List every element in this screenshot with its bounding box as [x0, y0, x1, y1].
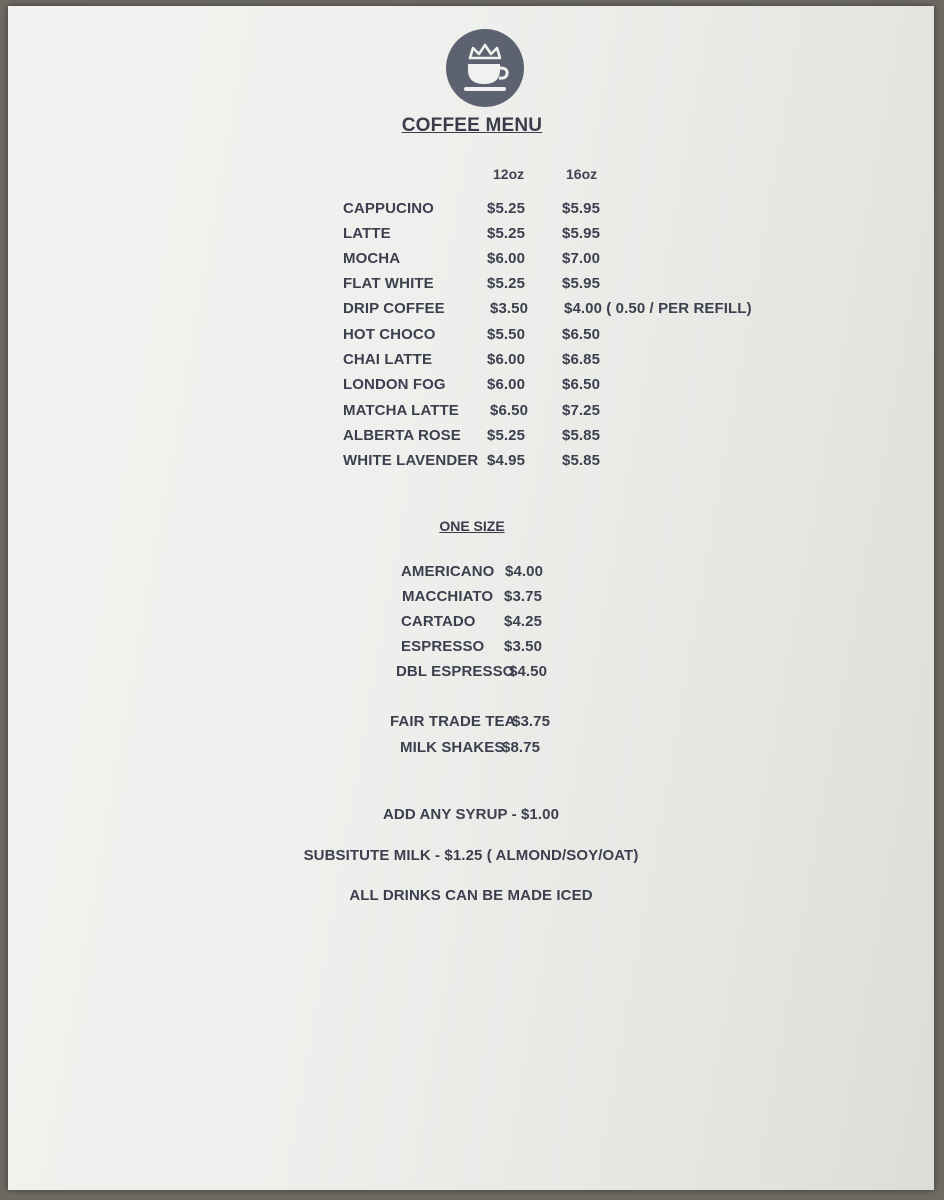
drink-name: MATCHA LATTE	[343, 402, 459, 419]
price-12oz: $6.00	[487, 351, 526, 368]
menu-row	[8, 275, 934, 295]
drink-name: CHAI LATTE	[343, 351, 433, 368]
drink-name: ALBERTA ROSE	[343, 427, 461, 444]
menu-row	[8, 427, 934, 447]
price-16oz: $6.50	[562, 326, 601, 343]
menu-sheet	[8, 6, 934, 1190]
drink-name: MOCHA	[343, 250, 401, 267]
item-price: $3.75	[512, 713, 551, 730]
price-12oz: $5.25	[487, 275, 526, 292]
item-name: CARTADO	[401, 613, 476, 630]
price-16oz: $5.95	[562, 200, 601, 217]
price-16oz: $5.95	[562, 275, 601, 292]
item-name: FAIR TRADE TEA	[390, 713, 516, 730]
menu-row	[8, 452, 934, 472]
price-12oz: $5.50	[487, 326, 526, 343]
drink-name: LONDON FOG	[343, 376, 446, 393]
item-price: $4.25	[504, 613, 543, 630]
item-price: $8.75	[502, 739, 541, 756]
item-price: $4.00	[505, 563, 544, 580]
price-12oz: $5.25	[487, 200, 526, 217]
crown-cup-icon	[445, 28, 525, 108]
price-16oz: $5.85	[562, 427, 601, 444]
item-price: $4.50	[509, 663, 548, 680]
menu-row	[8, 402, 934, 422]
item-name: AMERICANO	[401, 563, 495, 580]
item-price: $3.75	[504, 588, 543, 605]
substitute-milk-note: SUBSITUTE MILK - $1.25 ( ALMOND/SOY/OAT)	[303, 847, 639, 864]
menu-row	[8, 300, 934, 320]
menu-row	[8, 200, 934, 220]
price-16oz: $4.00 ( 0.50 / PER REFILL)	[564, 300, 752, 317]
price-16oz: $6.50	[562, 376, 601, 393]
price-16oz: $7.25	[562, 402, 601, 419]
price-16oz: $5.95	[562, 225, 601, 242]
drink-name: LATTE	[343, 225, 391, 242]
drink-name: CAPPUCINO	[343, 200, 434, 217]
one-size-heading: ONE SIZE	[439, 518, 505, 534]
price-12oz: $4.95	[487, 452, 526, 469]
drink-name: HOT CHOCO	[343, 326, 436, 343]
price-16oz: $6.85	[562, 351, 601, 368]
menu-row	[8, 250, 934, 270]
menu-row	[8, 326, 934, 346]
price-12oz: $6.00	[487, 250, 526, 267]
price-16oz: $7.00	[562, 250, 601, 267]
menu-row	[8, 351, 934, 371]
syrup-note: ADD ANY SYRUP - $1.00	[382, 806, 560, 823]
price-12oz: $6.50	[490, 402, 529, 419]
drink-name: FLAT WHITE	[343, 275, 434, 292]
item-name: DBL ESPRESSO	[396, 663, 515, 680]
drink-name: WHITE LAVENDER	[343, 452, 479, 469]
page-title: COFFEE MENU	[401, 115, 543, 136]
item-name: ESPRESSO	[401, 638, 485, 655]
item-name: MACCHIATO	[402, 588, 494, 605]
item-price: $3.50	[504, 638, 543, 655]
menu-row	[8, 376, 934, 396]
drink-name: DRIP COFFEE	[343, 300, 445, 317]
price-12oz: $6.00	[487, 376, 526, 393]
price-12oz: $3.50	[490, 300, 529, 317]
iced-note: ALL DRINKS CAN BE MADE ICED	[349, 887, 593, 904]
size-16oz-header: 16oz	[566, 166, 598, 182]
size-12oz-header: 12oz	[493, 166, 525, 182]
price-16oz: $5.85	[562, 452, 601, 469]
price-12oz: $5.25	[487, 427, 526, 444]
item-name: MILK SHAKES	[400, 739, 505, 756]
price-12oz: $5.25	[487, 225, 526, 242]
menu-row	[8, 225, 934, 245]
